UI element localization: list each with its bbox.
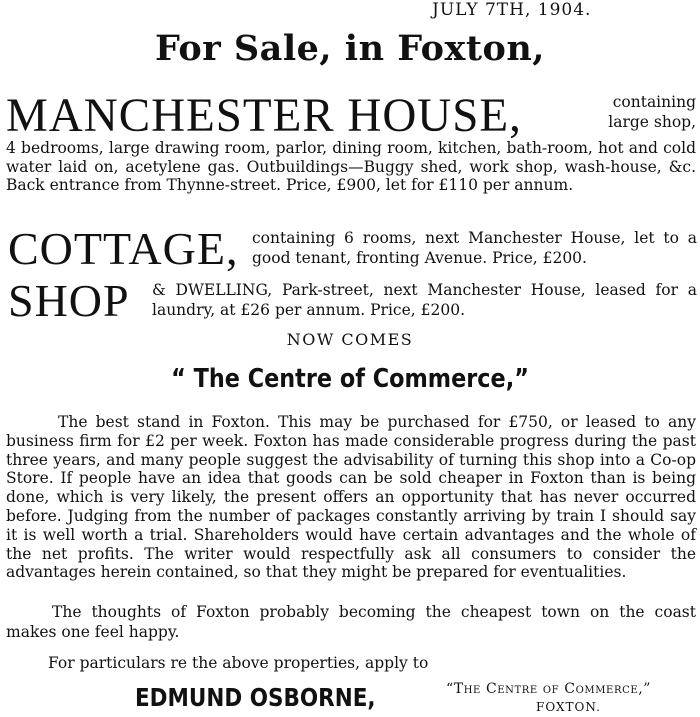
manchester-cont-line1: containing [612,93,696,111]
issue-date: JULY 7TH, 1904. [432,0,592,20]
cottage-name: COTTAGE [8,223,226,274]
shop-description: & DWELLING, Park-street, next Manchester House, leased for a laundry, at £26 per annum. Price, £200. [152,281,697,319]
paragraph-foxton-happy: The thoughts of Foxton probably becoming the cheapest town on the coast makes one feel happy. [6,603,696,641]
cottage-heading [8,223,239,274]
manchester-house-heading [6,89,522,142]
paragraph-centre-description: The best stand in Foxton. This may be purchased for £750, or leased to any business firm for £2 per week. Foxton has made considerable progress during the past three years, and many people suggest the advisability of turning this shop into a Co-op Store. If people have an idea that goods can be sold cheaper in Foxton than is being done, which is very likely, the present offers an opportunity that has never occurred before. Judging from the number of packages constantly arriving by train I should say it is well worth a trial. Shareholders would have certain advantages and the whole of the net profits. The writer would respectfully ask all consumers to consider the advantages herein contained, so that they might be prepared for eventualities. [6,413,696,582]
signer-town: FOXTON. [536,700,601,714]
headline: For Sale, in Foxton, [154,28,545,69]
signer-place: “The Centre of Commerce,” [446,681,652,697]
manchester-house-description: 4 bedrooms, large drawing room, parlor, dining room, kitchen, bath-room, hot and cold water laid on, acetylene gas. Outbuildings—Buggy shed, work shop, wash-house, &c. Back entrance from Thynne-street. Price, £900, let for £110 per annum. [6,139,696,195]
cottage-description: containing 6 rooms, next Manchester House, let to a good tenant, fronting Avenue. Price, £200. [252,229,697,267]
shop-heading: SHOP [8,275,130,326]
manchester-house-comma: , [509,89,522,142]
manchester-house-name: MANCHESTER HOUSE [6,89,510,142]
manchester-cont-line2: large shop, [608,113,696,131]
manchester-house-containing [608,92,696,132]
now-comes: NOW COMES [286,330,414,349]
paragraph-particulars: For particulars re the above properties, apply to [48,654,429,672]
cottage-comma: , [225,223,239,274]
centre-of-commerce-title: “ The Centre of Commerce,” [171,364,529,394]
signer-name: EDMUND OSBORNE, [135,683,376,712]
